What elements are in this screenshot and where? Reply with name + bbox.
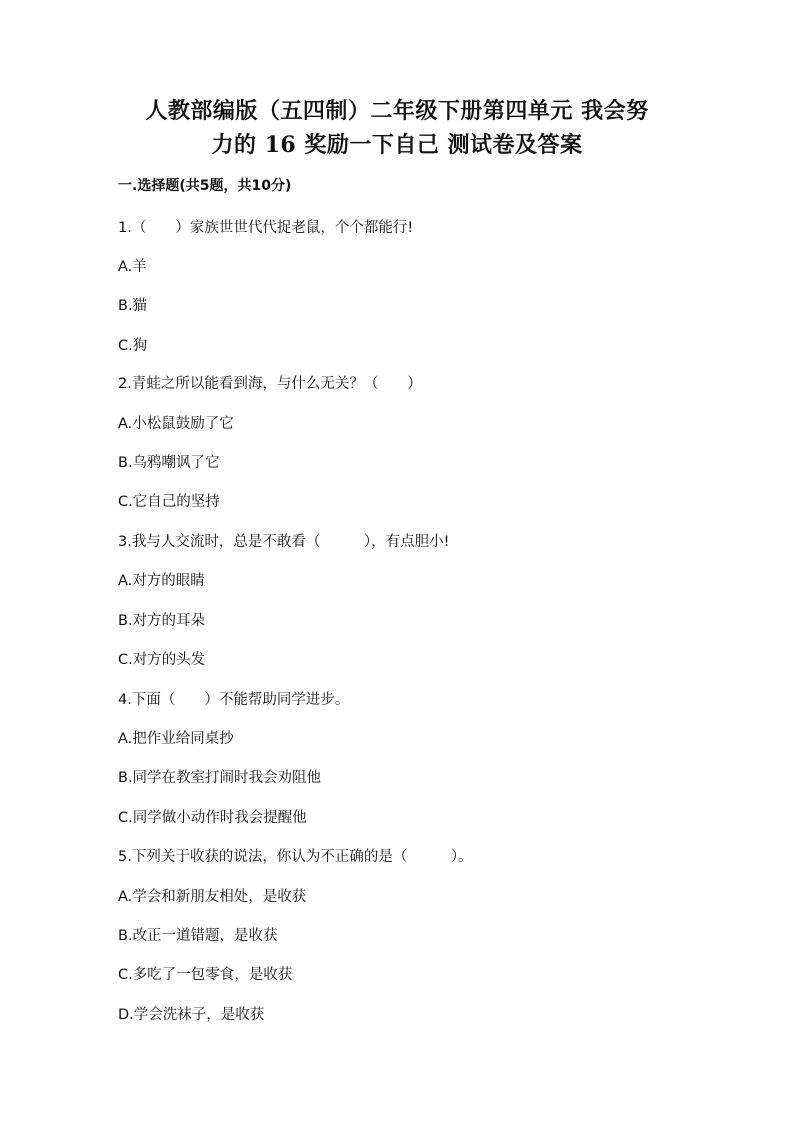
question-5-option-c: C.多吃了一包零食，是收获 [118,967,293,983]
question-4-stem: 4.下面（ ）不能帮助同学进步。 [118,692,350,708]
question-2-option-b: B.乌鸦嘲讽了它 [118,455,220,471]
question-4-option-c: C.同学做小动作时我会提醒他 [118,810,307,826]
question-2-option-a: A.小松鼠鼓励了它 [118,416,234,432]
question-3-option-a: A.对方的眼睛 [118,573,205,589]
question-5-option-d: D.学会洗袜子，是收获 [118,1007,265,1023]
question-3-option-b: B.对方的耳朵 [118,613,206,629]
question-1-option-b: B.猫 [118,298,148,314]
question-3-stem: 3.我与人交流时，总是不敢看（ ），有点胆小! [118,534,450,550]
question-2-stem: 2.青蛙之所以能看到海，与什么无关？（ ） [118,376,422,392]
question-1-option-c: C.狗 [118,338,148,354]
question-5-option-b: B.改正一道错题，是收获 [118,928,278,944]
title-line-1: 人教部编版（五四制）二年级下册第四单元 我会努 [145,98,649,124]
question-5-option-a: A.学会和新朋友相处，是收获 [118,889,307,905]
question-1-option-a: A.羊 [118,259,147,275]
question-4-option-a: A.把作业给同桌抄 [118,731,234,747]
question-5-stem: 5.下列关于收获的说法，你认为不正确的是（ ）。 [118,849,473,865]
title-line-2: 力的 16 奖励一下自己 测试卷及答案 [211,132,583,158]
section-heading: 一.选择题(共5题，共10分) [118,178,292,194]
question-4-option-b: B.同学在教室打闹时我会劝阻他 [118,770,322,786]
document-title [100,94,694,162]
question-3-option-c: C.对方的头发 [118,652,206,668]
question-2-option-c: C.它自己的坚持 [118,494,220,510]
question-1-stem: 1.（ ）家族世世代代捉老鼠，个个都能行! [118,220,414,236]
